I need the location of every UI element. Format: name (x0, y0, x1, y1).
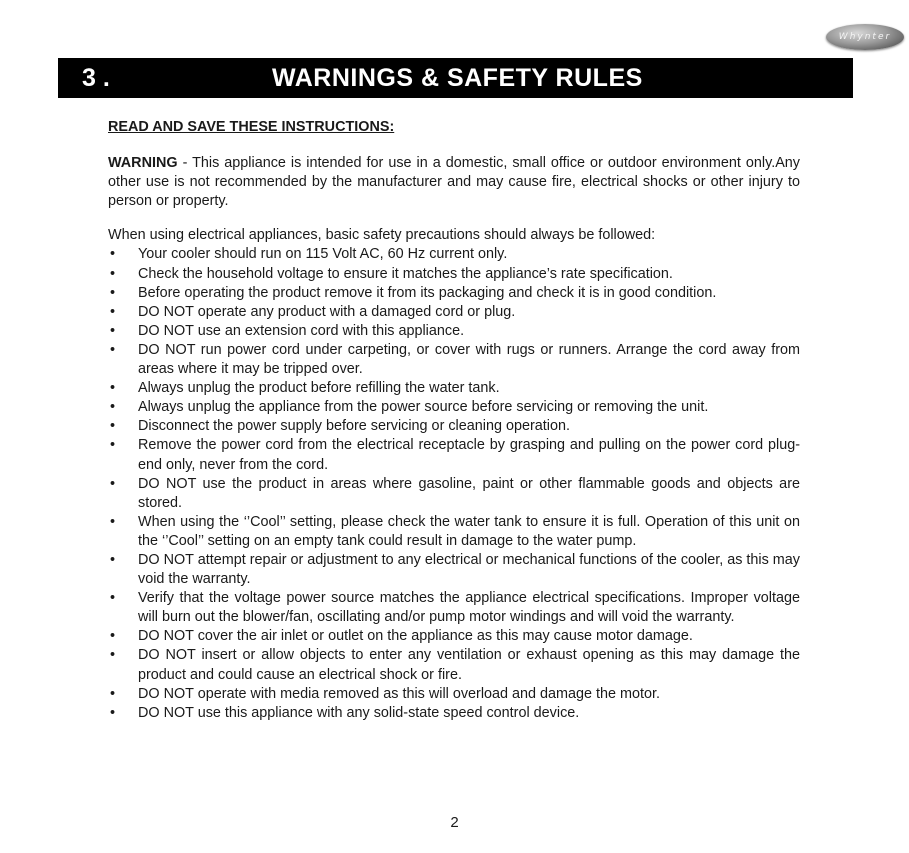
safety-rule-item (108, 398, 800, 417)
safety-rule-text: DO NOT use this appliance with any solid-state speed control device. (138, 704, 580, 721)
safety-rule-item (108, 379, 800, 398)
safety-rule-item (108, 245, 800, 264)
instructions-heading: READ AND SAVE THESE INSTRUCTIONS: (108, 119, 395, 135)
safety-rule-item (108, 436, 800, 474)
safety-rule-item (108, 589, 800, 627)
bullet-icon: • (110, 380, 116, 397)
document-body (108, 118, 800, 723)
bullet-icon: • (110, 513, 116, 530)
safety-rule-item (108, 513, 800, 551)
safety-rule-item (108, 627, 800, 646)
section-banner (58, 58, 853, 98)
safety-rule-text: Verify that the voltage power source matches the appliance electrical specifications. Improper voltage will burn out the blower/fan, oscillating and/or pump motor windings and will void the warranty. (138, 590, 800, 626)
bullet-icon: • (110, 647, 116, 664)
safety-rule-item (108, 417, 800, 436)
bullet-icon: • (110, 590, 116, 607)
bullet-icon: • (110, 418, 116, 435)
brand-logo-text: Whynter (838, 32, 892, 42)
safety-rule-text: DO NOT operate any product with a damaged cord or plug. (138, 303, 516, 320)
bullet-icon: • (110, 284, 116, 301)
safety-rule-text: DO NOT attempt repair or adjustment to any electrical or mechanical functions of the cooler, as this may void the warranty. (138, 551, 800, 588)
section-number: 3 . (82, 64, 110, 92)
precautions-lead: When using electrical appliances, basic safety precautions should always be followed: (108, 227, 656, 244)
safety-rule-item (108, 475, 800, 513)
safety-rule-text: DO NOT run power cord under carpeting, or cover with rugs or runners. Arrange the cord away from areas where it may be tripped over. (138, 341, 800, 378)
bullet-icon: • (110, 322, 116, 339)
safety-rule-text: DO NOT use an extension cord with this appliance. (138, 322, 465, 339)
safety-rule-text: Before operating the product remove it from its packaging and check it is in good condition. (138, 284, 717, 301)
safety-rule-text: Always unplug the appliance from the power source before servicing or removing the unit. (138, 399, 709, 416)
safety-rule-item (108, 704, 800, 723)
safety-rule-text: DO NOT cover the air inlet or outlet on the appliance as this may cause motor damage. (138, 628, 693, 645)
safety-rule-item (108, 265, 800, 284)
bullet-icon: • (110, 265, 116, 282)
safety-rule-text: Remove the power cord from the electrical receptacle by grasping and pulling on the power cord plug-end only, never from the cord. (138, 437, 800, 473)
bullet-icon: • (110, 685, 116, 702)
bullet-icon: • (110, 704, 116, 721)
safety-rule-text: Your cooler should run on 115 Volt AC, 60 Hz current only. (138, 246, 508, 263)
safety-rule-item (108, 551, 800, 589)
safety-rule-text: Disconnect the power supply before servicing or cleaning operation. (138, 418, 570, 435)
safety-rule-text: Always unplug the product before refilling the water tank. (138, 380, 500, 397)
safety-rule-text: DO NOT operate with media removed as this will overload and damage the motor. (138, 685, 661, 702)
bullet-icon: • (110, 341, 116, 358)
warning-text: - This appliance is intended for use in a domestic, small office or outdoor environment only.Any other use is not recommended by the manufacturer and may cause fire, electrical shocks or other injury to person or property. (108, 155, 800, 210)
safety-rule-text: DO NOT use the product in areas where gasoline, paint or other flammable goods and objects are stored. (138, 475, 800, 511)
safety-rule-item (108, 646, 800, 684)
safety-rule-item (108, 685, 800, 704)
bullet-icon: • (110, 437, 116, 454)
safety-rules-list (108, 245, 800, 722)
safety-rule-item (108, 322, 800, 341)
bullet-icon: • (110, 303, 116, 320)
bullet-icon: • (110, 246, 116, 263)
safety-rule-text: DO NOT insert or allow objects to enter any ventilation or exhaust opening as this may damage the product and could cause an electrical shock or fire. (138, 647, 800, 683)
section-title: WARNINGS & SAFETY RULES (272, 64, 643, 92)
warning-paragraph (108, 154, 800, 211)
bullet-icon: • (110, 551, 116, 568)
bullet-icon: • (110, 399, 116, 416)
safety-rule-item (108, 303, 800, 322)
safety-rule-text: When using the ‘’Cool’’ setting, please check the water tank to ensure it is full. Operation of this unit on the ‘’Cool’’ setting on an empty tank could result in damage to the water pump. (138, 513, 800, 549)
brand-logo (826, 24, 904, 50)
safety-rule-item (108, 284, 800, 303)
safety-rule-item (108, 341, 800, 379)
bullet-icon: • (110, 628, 116, 645)
safety-rule-text: Check the household voltage to ensure it matches the appliance’s rate specification. (138, 265, 673, 282)
bullet-icon: • (110, 475, 116, 492)
page-number: 2 (450, 814, 459, 831)
warning-label: WARNING (108, 155, 178, 172)
